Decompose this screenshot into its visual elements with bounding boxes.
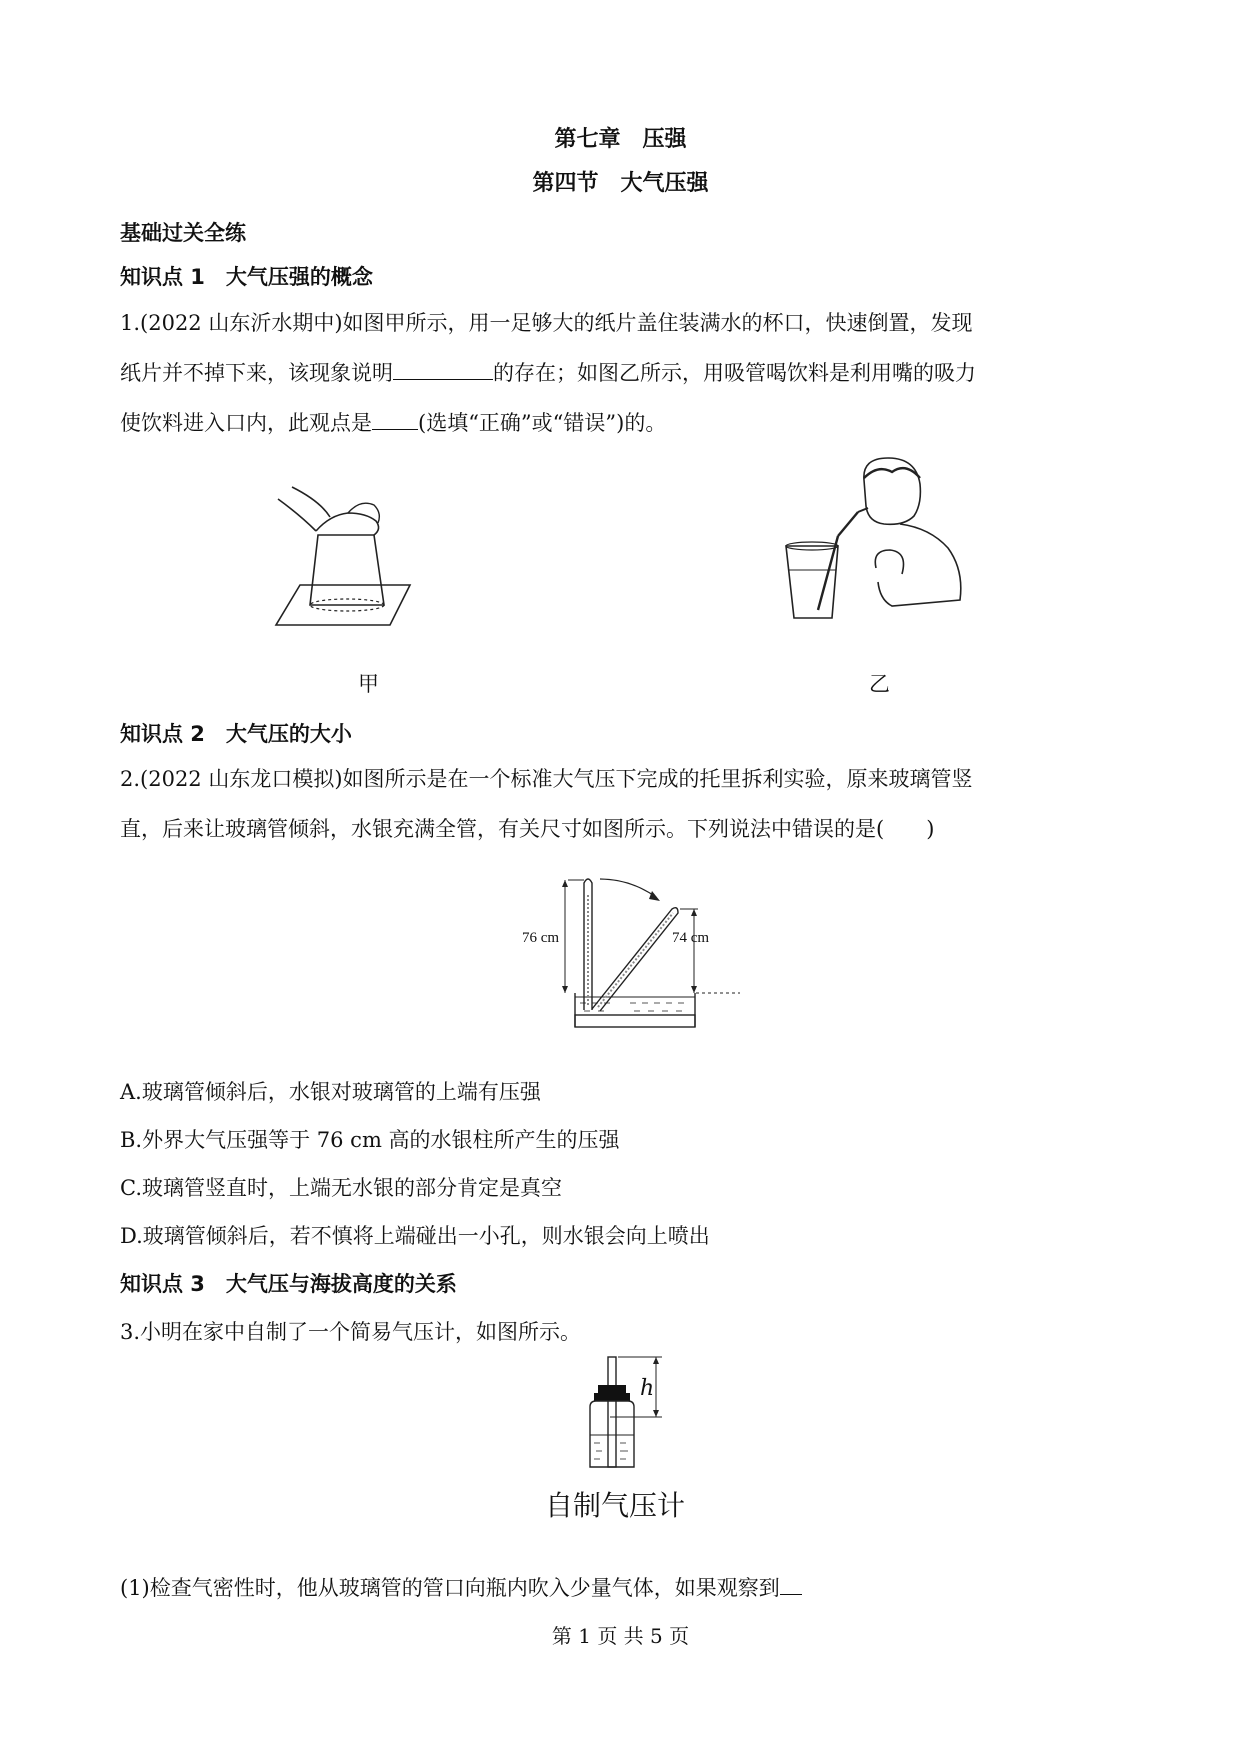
answer-blank[interactable]	[393, 361, 493, 380]
section-title: 第四节 大气压强	[532, 171, 709, 196]
page-footer: 第 1 页 共 5 页	[551, 1624, 690, 1648]
knowledge-point-1-heading: 知识点 1 大气压强的概念	[120, 265, 373, 289]
figure-caption-b: 乙	[869, 672, 890, 696]
question-1-text: 的存在；如图乙所示，用吸管喝饮料是利用嘴的吸力	[493, 361, 976, 385]
question-1-text: (选填“正确”或“错误”)的。	[418, 411, 667, 435]
question-2-line-1: 2.(2022 山东龙口模拟)如图所示是在一个标准大气压下完成的托里拆利实验，原来玻璃管竖	[120, 767, 973, 791]
question-2-line-2: 直，后来让玻璃管倾斜，水银充满全管，有关尺寸如图所示。下列说法中错误的是( )	[120, 817, 935, 841]
knowledge-point-2-heading: 知识点 2 大气压的大小	[120, 722, 352, 746]
question-3-text: (1)检查气密性时，他从玻璃管的管口向瓶内吹入少量气体，如果观察到	[120, 1576, 780, 1600]
figure-caption-barometer: 自制气压计	[545, 1489, 686, 1522]
figure-torricelli	[520, 875, 760, 1035]
figure-caption-a: 甲	[358, 672, 379, 696]
question-1-text: 使饮料进入口内，此观点是	[120, 411, 372, 435]
answer-blank[interactable]	[780, 1576, 802, 1595]
option-d[interactable]: D.玻璃管倾斜后，若不慎将上端碰出一小孔，则水银会向上喷出	[120, 1224, 710, 1248]
question-1-line-3	[120, 407, 666, 437]
answer-blank[interactable]	[372, 411, 418, 430]
question-1-line-2	[120, 357, 976, 387]
question-1-text: 纸片并不掉下来，该现象说明	[120, 361, 393, 385]
figure-inverted-cup	[270, 465, 430, 640]
chapter-title: 第七章 压强	[554, 127, 687, 152]
exercise-heading: 基础过关全练	[120, 221, 246, 245]
knowledge-point-3-heading: 知识点 3 大气压与海拔高度的关系	[120, 1272, 457, 1296]
option-b[interactable]: B.外界大气压强等于 76 cm 高的水银柱所产生的压强	[120, 1128, 620, 1152]
question-3-line-1: 3.小明在家中自制了一个简易气压计，如图所示。	[120, 1320, 582, 1344]
option-a[interactable]: A.玻璃管倾斜后，水银对玻璃管的上端有压强	[120, 1080, 541, 1104]
dimension-label-74: 74 cm	[672, 930, 710, 946]
dimension-label-76: 76 cm	[522, 930, 560, 946]
height-label-h: h	[640, 1376, 655, 1401]
figure-boy-straw	[780, 450, 970, 630]
question-1-line-1: 1.(2022 山东沂水期中)如图甲所示，用一足够大的纸片盖住装满水的杯口，快速倒置，发现	[120, 311, 973, 335]
option-c[interactable]: C.玻璃管竖直时，上端无水银的部分肯定是真空	[120, 1176, 562, 1200]
figure-homemade-barometer	[570, 1355, 690, 1475]
question-3-sub-1	[120, 1572, 802, 1602]
